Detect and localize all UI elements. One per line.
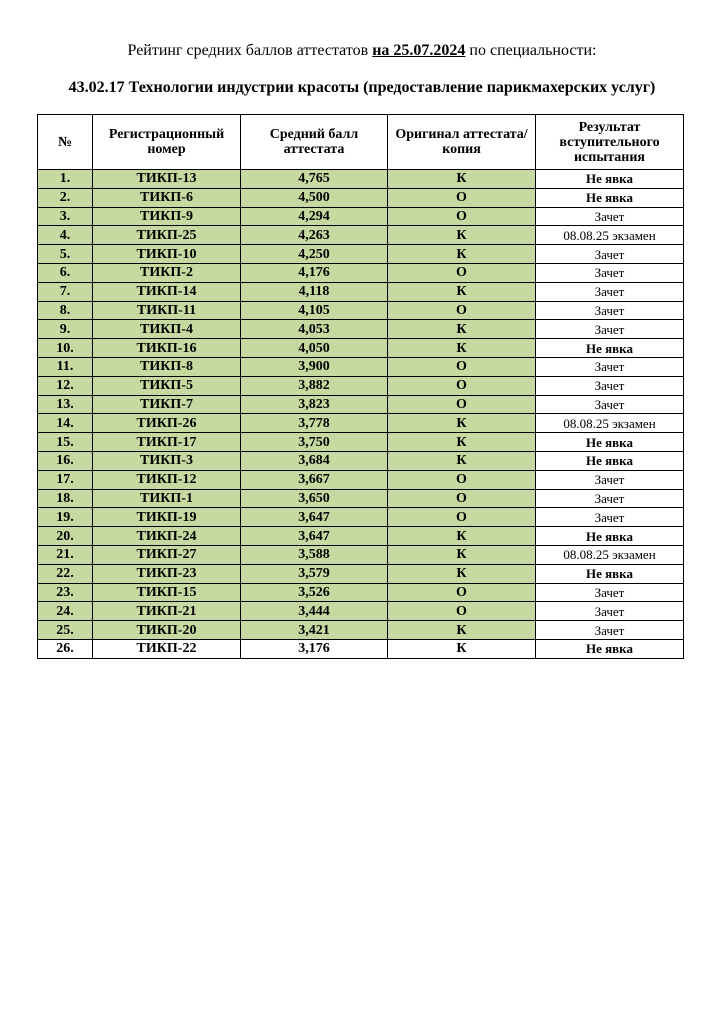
column-header-average-score: Средний балл аттестата	[241, 115, 388, 170]
registration-number: ТИКП-14	[93, 282, 241, 301]
original-or-copy: О	[388, 508, 536, 527]
registration-number: ТИКП-4	[93, 320, 241, 339]
exam-result: 08.08.25 экзамен	[536, 226, 684, 245]
row-number: 11.	[38, 357, 93, 376]
registration-number: ТИКП-25	[93, 226, 241, 245]
row-number: 21.	[38, 545, 93, 564]
registration-number: ТИКП-21	[93, 602, 241, 621]
row-number: 8.	[38, 301, 93, 320]
row-number: 7.	[38, 282, 93, 301]
table-row	[38, 508, 684, 527]
column-header-registration: Регистрационный номер	[93, 115, 241, 170]
original-or-copy: О	[388, 376, 536, 395]
row-number: 22.	[38, 564, 93, 583]
original-or-copy: К	[388, 282, 536, 301]
registration-number: ТИКП-13	[93, 170, 241, 189]
registration-number: ТИКП-8	[93, 357, 241, 376]
table-row	[38, 602, 684, 621]
row-number: 18.	[38, 489, 93, 508]
original-or-copy: О	[388, 602, 536, 621]
original-or-copy: К	[388, 320, 536, 339]
exam-result: Зачет	[536, 207, 684, 226]
exam-result: Зачет	[536, 245, 684, 264]
exam-result: 08.08.25 экзамен	[536, 545, 684, 564]
exam-result: Зачет	[536, 357, 684, 376]
exam-result: Зачет	[536, 263, 684, 282]
average-score: 3,526	[241, 583, 388, 602]
average-score: 4,263	[241, 226, 388, 245]
row-number: 15.	[38, 433, 93, 452]
exam-result: Не явка	[536, 170, 684, 189]
table-row	[38, 451, 684, 470]
table-row	[38, 245, 684, 264]
row-number: 9.	[38, 320, 93, 339]
original-or-copy: К	[388, 527, 536, 546]
original-or-copy: О	[388, 583, 536, 602]
exam-result: Зачет	[536, 395, 684, 414]
average-score: 4,294	[241, 207, 388, 226]
exam-result: Не явка	[536, 564, 684, 583]
average-score: 4,050	[241, 339, 388, 358]
exam-result: Не явка	[536, 639, 684, 658]
exam-result: Не явка	[536, 433, 684, 452]
original-or-copy: К	[388, 564, 536, 583]
row-number: 1.	[38, 170, 93, 189]
registration-number: ТИКП-10	[93, 245, 241, 264]
exam-result: Зачет	[536, 320, 684, 339]
table-row	[38, 433, 684, 452]
original-or-copy: О	[388, 470, 536, 489]
row-number: 13.	[38, 395, 93, 414]
table-row	[38, 207, 684, 226]
exam-result: Зачет	[536, 489, 684, 508]
table-row	[38, 339, 684, 358]
table-row	[38, 527, 684, 546]
registration-number: ТИКП-2	[93, 263, 241, 282]
registration-number: ТИКП-11	[93, 301, 241, 320]
exam-result: Зачет	[536, 602, 684, 621]
exam-result: Зачет	[536, 583, 684, 602]
average-score: 3,588	[241, 545, 388, 564]
registration-number: ТИКП-16	[93, 339, 241, 358]
registration-number: ТИКП-9	[93, 207, 241, 226]
original-or-copy: К	[388, 451, 536, 470]
title-date: на 25.07.2024	[372, 42, 466, 59]
registration-number: ТИКП-12	[93, 470, 241, 489]
registration-number: ТИКП-1	[93, 489, 241, 508]
registration-number: ТИКП-20	[93, 621, 241, 640]
specialty-title: 43.02.17 Технологии индустрии красоты (предоставление парикмахерских услуг)	[68, 79, 656, 96]
average-score: 3,579	[241, 564, 388, 583]
original-or-copy: О	[388, 188, 536, 207]
table-row	[38, 621, 684, 640]
registration-number: ТИКП-27	[93, 545, 241, 564]
original-or-copy: К	[388, 339, 536, 358]
original-or-copy: К	[388, 170, 536, 189]
row-number: 26.	[38, 639, 93, 658]
average-score: 4,053	[241, 320, 388, 339]
average-score: 3,778	[241, 414, 388, 433]
exam-result: Не явка	[536, 451, 684, 470]
original-or-copy: К	[388, 545, 536, 564]
row-number: 3.	[38, 207, 93, 226]
rating-table	[37, 114, 684, 659]
average-score: 3,647	[241, 508, 388, 527]
exam-result: Зачет	[536, 621, 684, 640]
column-header-number: №	[38, 115, 93, 170]
row-number: 25.	[38, 621, 93, 640]
registration-number: ТИКП-17	[93, 433, 241, 452]
table-row	[38, 226, 684, 245]
original-or-copy: О	[388, 395, 536, 414]
average-score: 3,823	[241, 395, 388, 414]
page-title	[0, 42, 724, 60]
average-score: 4,765	[241, 170, 388, 189]
registration-number: ТИКП-3	[93, 451, 241, 470]
original-or-copy: К	[388, 414, 536, 433]
original-or-copy: О	[388, 357, 536, 376]
registration-number: ТИКП-19	[93, 508, 241, 527]
average-score: 3,421	[241, 621, 388, 640]
table-row	[38, 470, 684, 489]
original-or-copy: К	[388, 226, 536, 245]
row-number: 24.	[38, 602, 93, 621]
exam-result: 08.08.25 экзамен	[536, 414, 684, 433]
average-score: 3,444	[241, 602, 388, 621]
row-number: 19.	[38, 508, 93, 527]
row-number: 2.	[38, 188, 93, 207]
exam-result: Не явка	[536, 188, 684, 207]
row-number: 12.	[38, 376, 93, 395]
row-number: 20.	[38, 527, 93, 546]
original-or-copy: О	[388, 263, 536, 282]
table-row	[38, 583, 684, 602]
table-row	[38, 320, 684, 339]
table-row	[38, 395, 684, 414]
exam-result: Зачет	[536, 376, 684, 395]
table-row	[38, 414, 684, 433]
average-score: 3,900	[241, 357, 388, 376]
average-score: 3,176	[241, 639, 388, 658]
registration-number: ТИКП-7	[93, 395, 241, 414]
average-score: 3,647	[241, 527, 388, 546]
row-number: 6.	[38, 263, 93, 282]
exam-result: Не явка	[536, 339, 684, 358]
original-or-copy: К	[388, 245, 536, 264]
original-or-copy: К	[388, 639, 536, 658]
table-row	[38, 545, 684, 564]
table-row	[38, 188, 684, 207]
table-row	[38, 301, 684, 320]
table-row	[38, 489, 684, 508]
original-or-copy: К	[388, 621, 536, 640]
title-prefix: Рейтинг средних баллов аттестатов	[127, 42, 373, 59]
exam-result: Зачет	[536, 301, 684, 320]
original-or-copy: К	[388, 433, 536, 452]
average-score: 3,882	[241, 376, 388, 395]
original-or-copy: О	[388, 489, 536, 508]
exam-result: Зачет	[536, 282, 684, 301]
average-score: 4,118	[241, 282, 388, 301]
registration-number: ТИКП-15	[93, 583, 241, 602]
registration-number: ТИКП-24	[93, 527, 241, 546]
registration-number: ТИКП-26	[93, 414, 241, 433]
row-number: 10.	[38, 339, 93, 358]
row-number: 5.	[38, 245, 93, 264]
average-score: 4,500	[241, 188, 388, 207]
table-row	[38, 357, 684, 376]
table-body	[38, 170, 684, 659]
average-score: 4,250	[241, 245, 388, 264]
table-row	[38, 282, 684, 301]
table-row	[38, 639, 684, 658]
table-row	[38, 170, 684, 189]
average-score: 4,105	[241, 301, 388, 320]
table-row	[38, 564, 684, 583]
exam-result: Зачет	[536, 470, 684, 489]
table-row	[38, 263, 684, 282]
column-header-original-copy: Оригинал аттестата/ копия	[388, 115, 536, 170]
average-score: 3,684	[241, 451, 388, 470]
table-header-row	[38, 115, 684, 170]
row-number: 17.	[38, 470, 93, 489]
average-score: 3,667	[241, 470, 388, 489]
column-header-result: Результат вступительного испытания	[536, 115, 684, 170]
average-score: 4,176	[241, 263, 388, 282]
registration-number: ТИКП-5	[93, 376, 241, 395]
exam-result: Не явка	[536, 527, 684, 546]
original-or-copy: О	[388, 301, 536, 320]
registration-number: ТИКП-6	[93, 188, 241, 207]
row-number: 4.	[38, 226, 93, 245]
table-row	[38, 376, 684, 395]
row-number: 16.	[38, 451, 93, 470]
original-or-copy: О	[388, 207, 536, 226]
row-number: 14.	[38, 414, 93, 433]
exam-result: Зачет	[536, 508, 684, 527]
average-score: 3,750	[241, 433, 388, 452]
row-number: 23.	[38, 583, 93, 602]
title-suffix: по специальности:	[465, 42, 597, 59]
registration-number: ТИКП-22	[93, 639, 241, 658]
average-score: 3,650	[241, 489, 388, 508]
registration-number: ТИКП-23	[93, 564, 241, 583]
